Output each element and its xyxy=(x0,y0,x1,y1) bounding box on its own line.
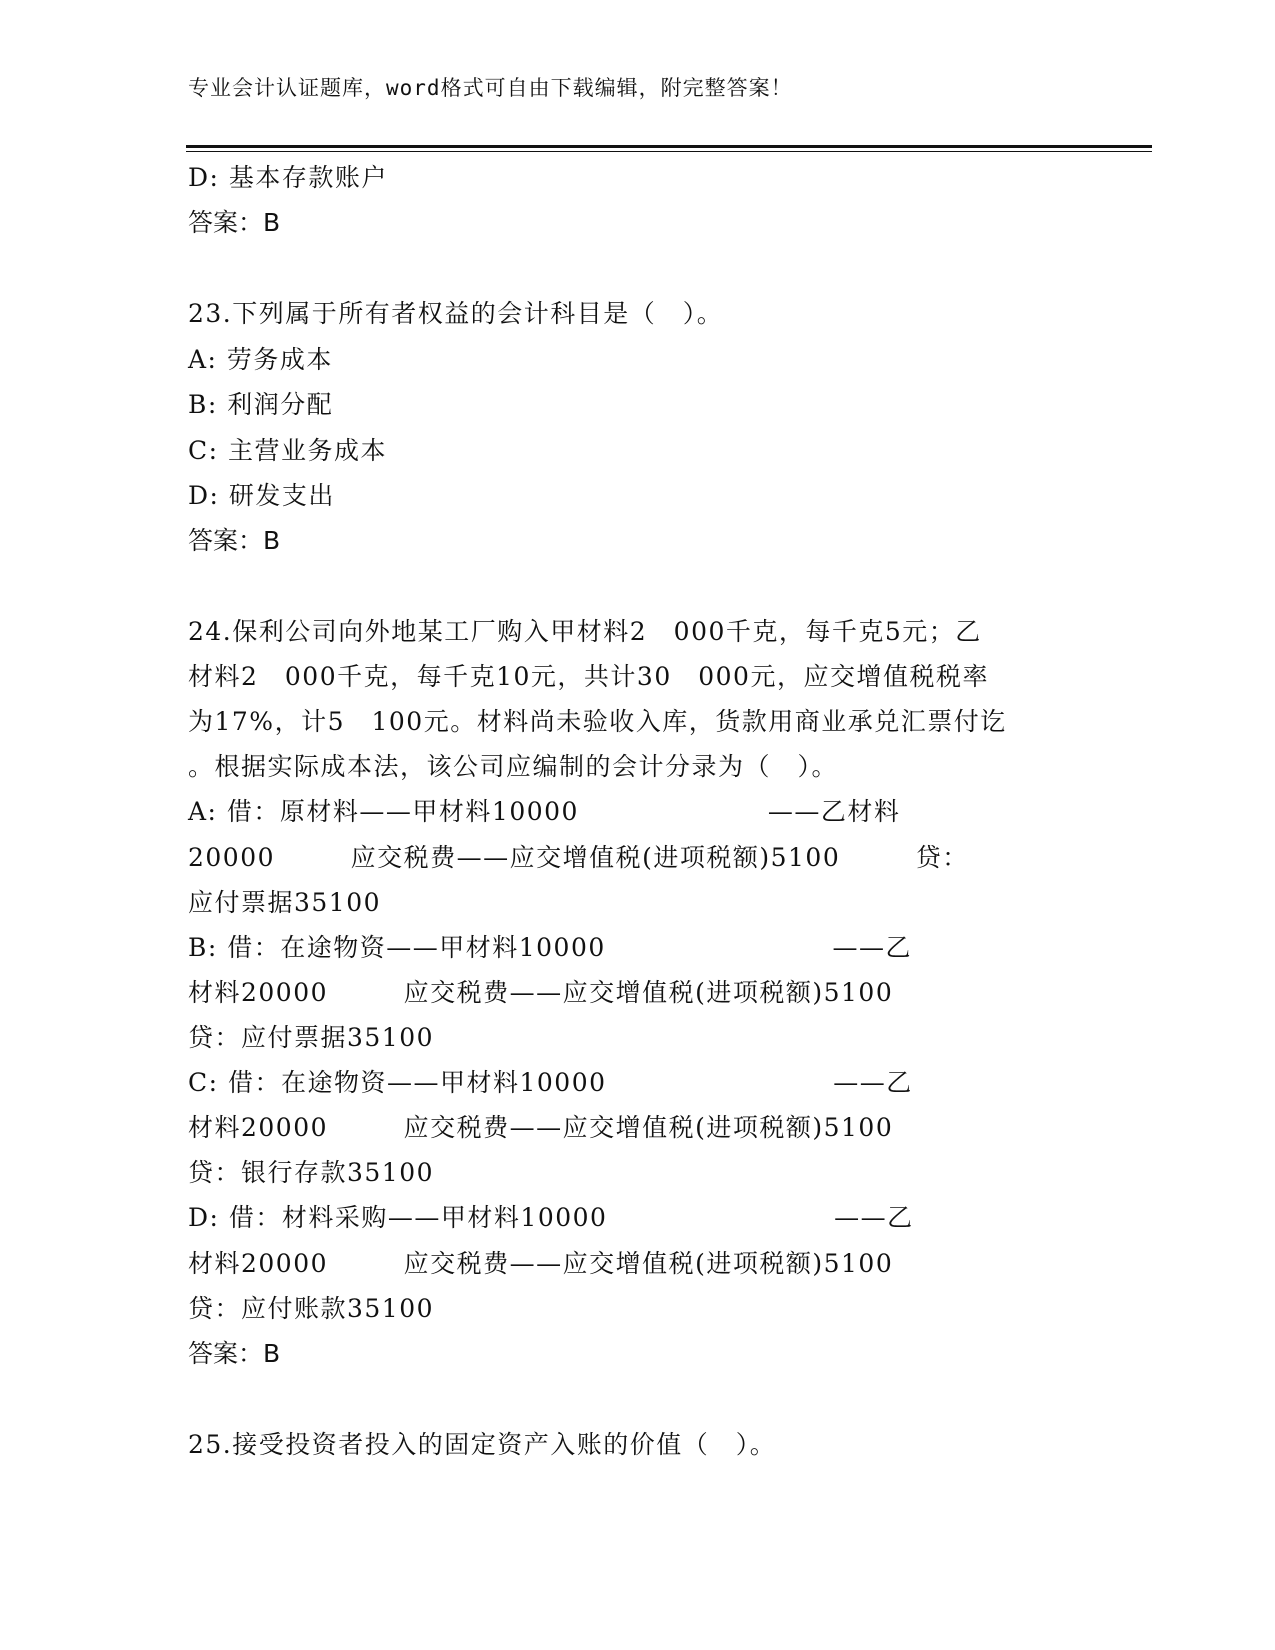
text-line: 为17%，计5 100元。材料尚未验收入库，货款用商业承兑汇票付讫 xyxy=(188,707,1007,736)
text-line: 20000 应交税费——应交增值税(进项税额)5100 贷： xyxy=(188,843,969,872)
text-line: D: 借：材料采购——甲材料10000 ——乙 xyxy=(188,1203,914,1232)
text-line: 材料2 000千克，每千克10元，共计30 000元，应交增值税税率 xyxy=(188,662,989,691)
header-rule-thin xyxy=(186,151,1152,152)
text-line: 贷：应付账款35100 xyxy=(188,1294,435,1323)
text-line: A: 劳务成本 xyxy=(188,345,333,374)
text-line: C: 借：在途物资——甲材料10000 ——乙 xyxy=(188,1068,913,1097)
text-line: B: 借：在途物资——甲材料10000 ——乙 xyxy=(188,933,912,962)
text-line: 贷：银行存款35100 xyxy=(188,1158,435,1187)
text-line: 25.接受投资者投入的固定资产入账的价值（ ）。 xyxy=(188,1430,777,1459)
text-line: 材料20000 应交税费——应交增值税(进项税额)5100 xyxy=(188,1113,894,1142)
text-line: 24.保利公司向外地某工厂购入甲材料2 000千克，每千克5元；乙 xyxy=(188,617,982,646)
text-line: C: 主营业务成本 xyxy=(188,436,387,465)
header-rule-thick xyxy=(186,145,1152,148)
answer-line: 答案：B xyxy=(188,1339,281,1368)
text-line: D: 基本存款账户 xyxy=(188,163,388,192)
text-line: D: 研发支出 xyxy=(188,481,335,510)
text-line: 。根据实际成本法，该公司应编制的会计分录为（ ）。 xyxy=(188,752,839,781)
text-line: 23.下列属于所有者权益的会计科目是（ ）。 xyxy=(188,299,724,328)
text-line: 贷：应付票据35100 xyxy=(188,1023,435,1052)
answer-line: 答案：B xyxy=(188,208,281,237)
page-header: 专业会计认证题库，word格式可自由下载编辑，附完整答案！ xyxy=(188,76,793,100)
text-line: 应付票据35100 xyxy=(188,888,382,917)
text-line: B: 利润分配 xyxy=(188,390,334,419)
answer-line: 答案：B xyxy=(188,526,281,555)
text-line: A: 借：原材料——甲材料10000 ——乙材料 xyxy=(188,797,901,826)
text-line: 材料20000 应交税费——应交增值税(进项税额)5100 xyxy=(188,1249,894,1278)
text-line: 材料20000 应交税费——应交增值税(进项税额)5100 xyxy=(188,978,894,1007)
